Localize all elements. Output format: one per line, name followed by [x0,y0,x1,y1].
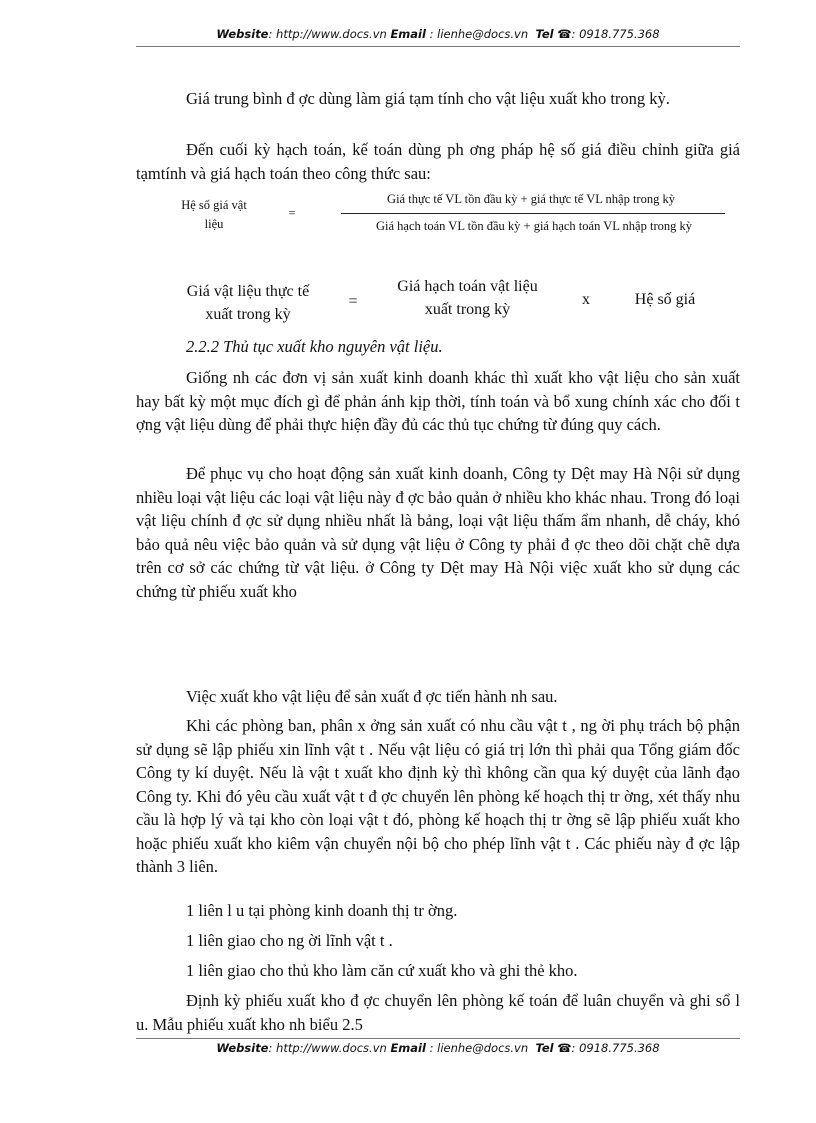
paragraph-2: Đến cuối kỳ hạch toán, kế toán dùng ph ơng pháp hệ số giá điều chỉnh giữa giá tạmtính và giá hạch toán theo công thức sau: [136,140,740,183]
formula1-lhs [164,196,264,234]
paragraph-9: 1 liên giao cho thủ kho làm căn cứ xuất kho và ghi thẻ kho. [186,961,578,980]
phone-icon: ☎ [557,1041,572,1055]
header-tel-label: Tel [535,27,554,41]
formula2-times: x [582,291,590,308]
formula2-mid-line1: Giá hạch toán vật liệu [397,278,538,295]
page-header [136,27,740,41]
footer-website-label: Website [216,1041,269,1055]
paragraph-1: Giá trung bình đ ợc dùng làm giá tạm tính cho vật liệu xuất kho trong kỳ. [186,89,670,108]
paragraph-3: Giống nh các đơn vị sản xuất kinh doanh khác thì xuất kho vật liệu cho sản xuất hay bất kỳ một mục đích gì để phản ánh kịp thời, tính toán và bổ xung chính xác cho đối t ợng vật liệu dùng để phải thực hiện đầy đủ các thủ tục chứng từ đúng quy cách. [136,368,740,434]
header-website-label: Website [216,27,269,41]
paragraph-8: 1 liên giao cho ng ời lĩnh vật t . [186,931,393,950]
formula2-rhs: Hệ số giá [634,291,696,308]
formula1-equals: = [288,206,296,220]
formula2-lhs-line1: Giá vật liệu thực tế [186,283,310,300]
header-email-label: Email [390,27,426,41]
paragraph-7: 1 liên l u tại phòng kinh doanh thị tr ờng. [186,901,458,920]
footer-email-label: Email [390,1041,426,1055]
formula1-lhs-line2: liệu [204,217,224,231]
header-website-value: : http://www.docs.vn [268,27,387,41]
formula2-middle [375,275,560,321]
footer-email-value: : lienhe@docs.vn [425,1041,529,1055]
phone-icon: ☎ [557,27,572,41]
paragraph-6: Khi các phòng ban, phân x ởng sản xuất có nhu cầu vật t , ng ời phụ trách bộ phận sử dụng sẽ lập phiếu xin lĩnh vật t . Nếu vật liệu có giá trị lớn thì phải qua Tổng giám đốc Công ty kí duyệt. Nếu là vật t xuất kho định kỳ thì không cần qua ký duyệt của lãnh đạo Công ty. Khi đó yêu cầu xuất vật t đ ợc chuyển lên phòng kế hoạch thị tr ờng, xét thấy nhu cầu là hợp lý và tại kho còn loại vật t đó, phòng kế hoạch thị tr ờng sẽ lập phiếu xuất kho hoặc phiếu xuất kho kiêm vận chuyển nội bộ cho phép lĩnh vật t . Các phiếu này đ ợc lập thành 3 liên. [136,716,740,876]
formula1-fraction-bar [341,213,725,214]
footer-tel-value: : 0918.775.368 [571,1041,660,1055]
paragraph-10: Định kỳ phiếu xuất kho đ ợc chuyển lên phòng kế toán để luân chuyển và ghi sổ l u. Mẫu phiếu xuất kho nh biểu 2.5 [136,991,740,1034]
formula1-lhs-line1: Hệ số giá vật [181,198,247,212]
formula1-denominator: Giá hạch toán VL tồn đầu kỳ + giá hạch toán VL nhập trong kỳ [375,219,692,233]
paragraph-5: Việc xuất kho vật liệu để sản xuất đ ợc tiến hành nh sau. [186,687,558,706]
formula2-mid-line2: xuất trong kỳ [424,301,511,318]
formula1-numerator: Giá thực tế VL tồn đầu kỳ + giá thực tế VL nhập trong kỳ [387,192,675,206]
page-footer [136,1041,740,1055]
footer-tel-label: Tel [535,1041,554,1055]
footer-divider [136,1038,740,1039]
footer-website-value: : http://www.docs.vn [268,1041,387,1055]
formula2-lhs-line2: xuất trong kỳ [205,306,291,323]
formula2-lhs [168,280,328,326]
header-divider [136,46,740,47]
header-tel-value: : 0918.775.368 [571,27,660,41]
paragraph-4: Để phục vụ cho hoạt động sản xuất kinh doanh, Công ty Dệt may Hà Nội sử dụng nhiều loại vật liệu các loại vật liệu này đ ợc bảo quản ở nhiều kho khác nhau. Trong đó loại vật liệu chính đ ợc sử dụng nhiều nhất là bảng, loại vật liệu thấm ẩm nhanh, dễ cháy, khó bảo quả nêu việc bảo quản và sử dụng vật liệu ở Công ty phải đ ợc theo dõi chặt chẽ dựa trên cơ sở các chứng từ vật liệu. ở Công ty Dệt may Hà Nội việc xuất kho sử dụng các chứng từ phiếu xuất kho [136,464,740,601]
header-email-value: : lienhe@docs.vn [425,27,529,41]
formula2-equals: = [348,293,358,310]
section-heading: 2.2.2 Thủ tục xuất kho nguyên vật liệu. [186,337,443,356]
